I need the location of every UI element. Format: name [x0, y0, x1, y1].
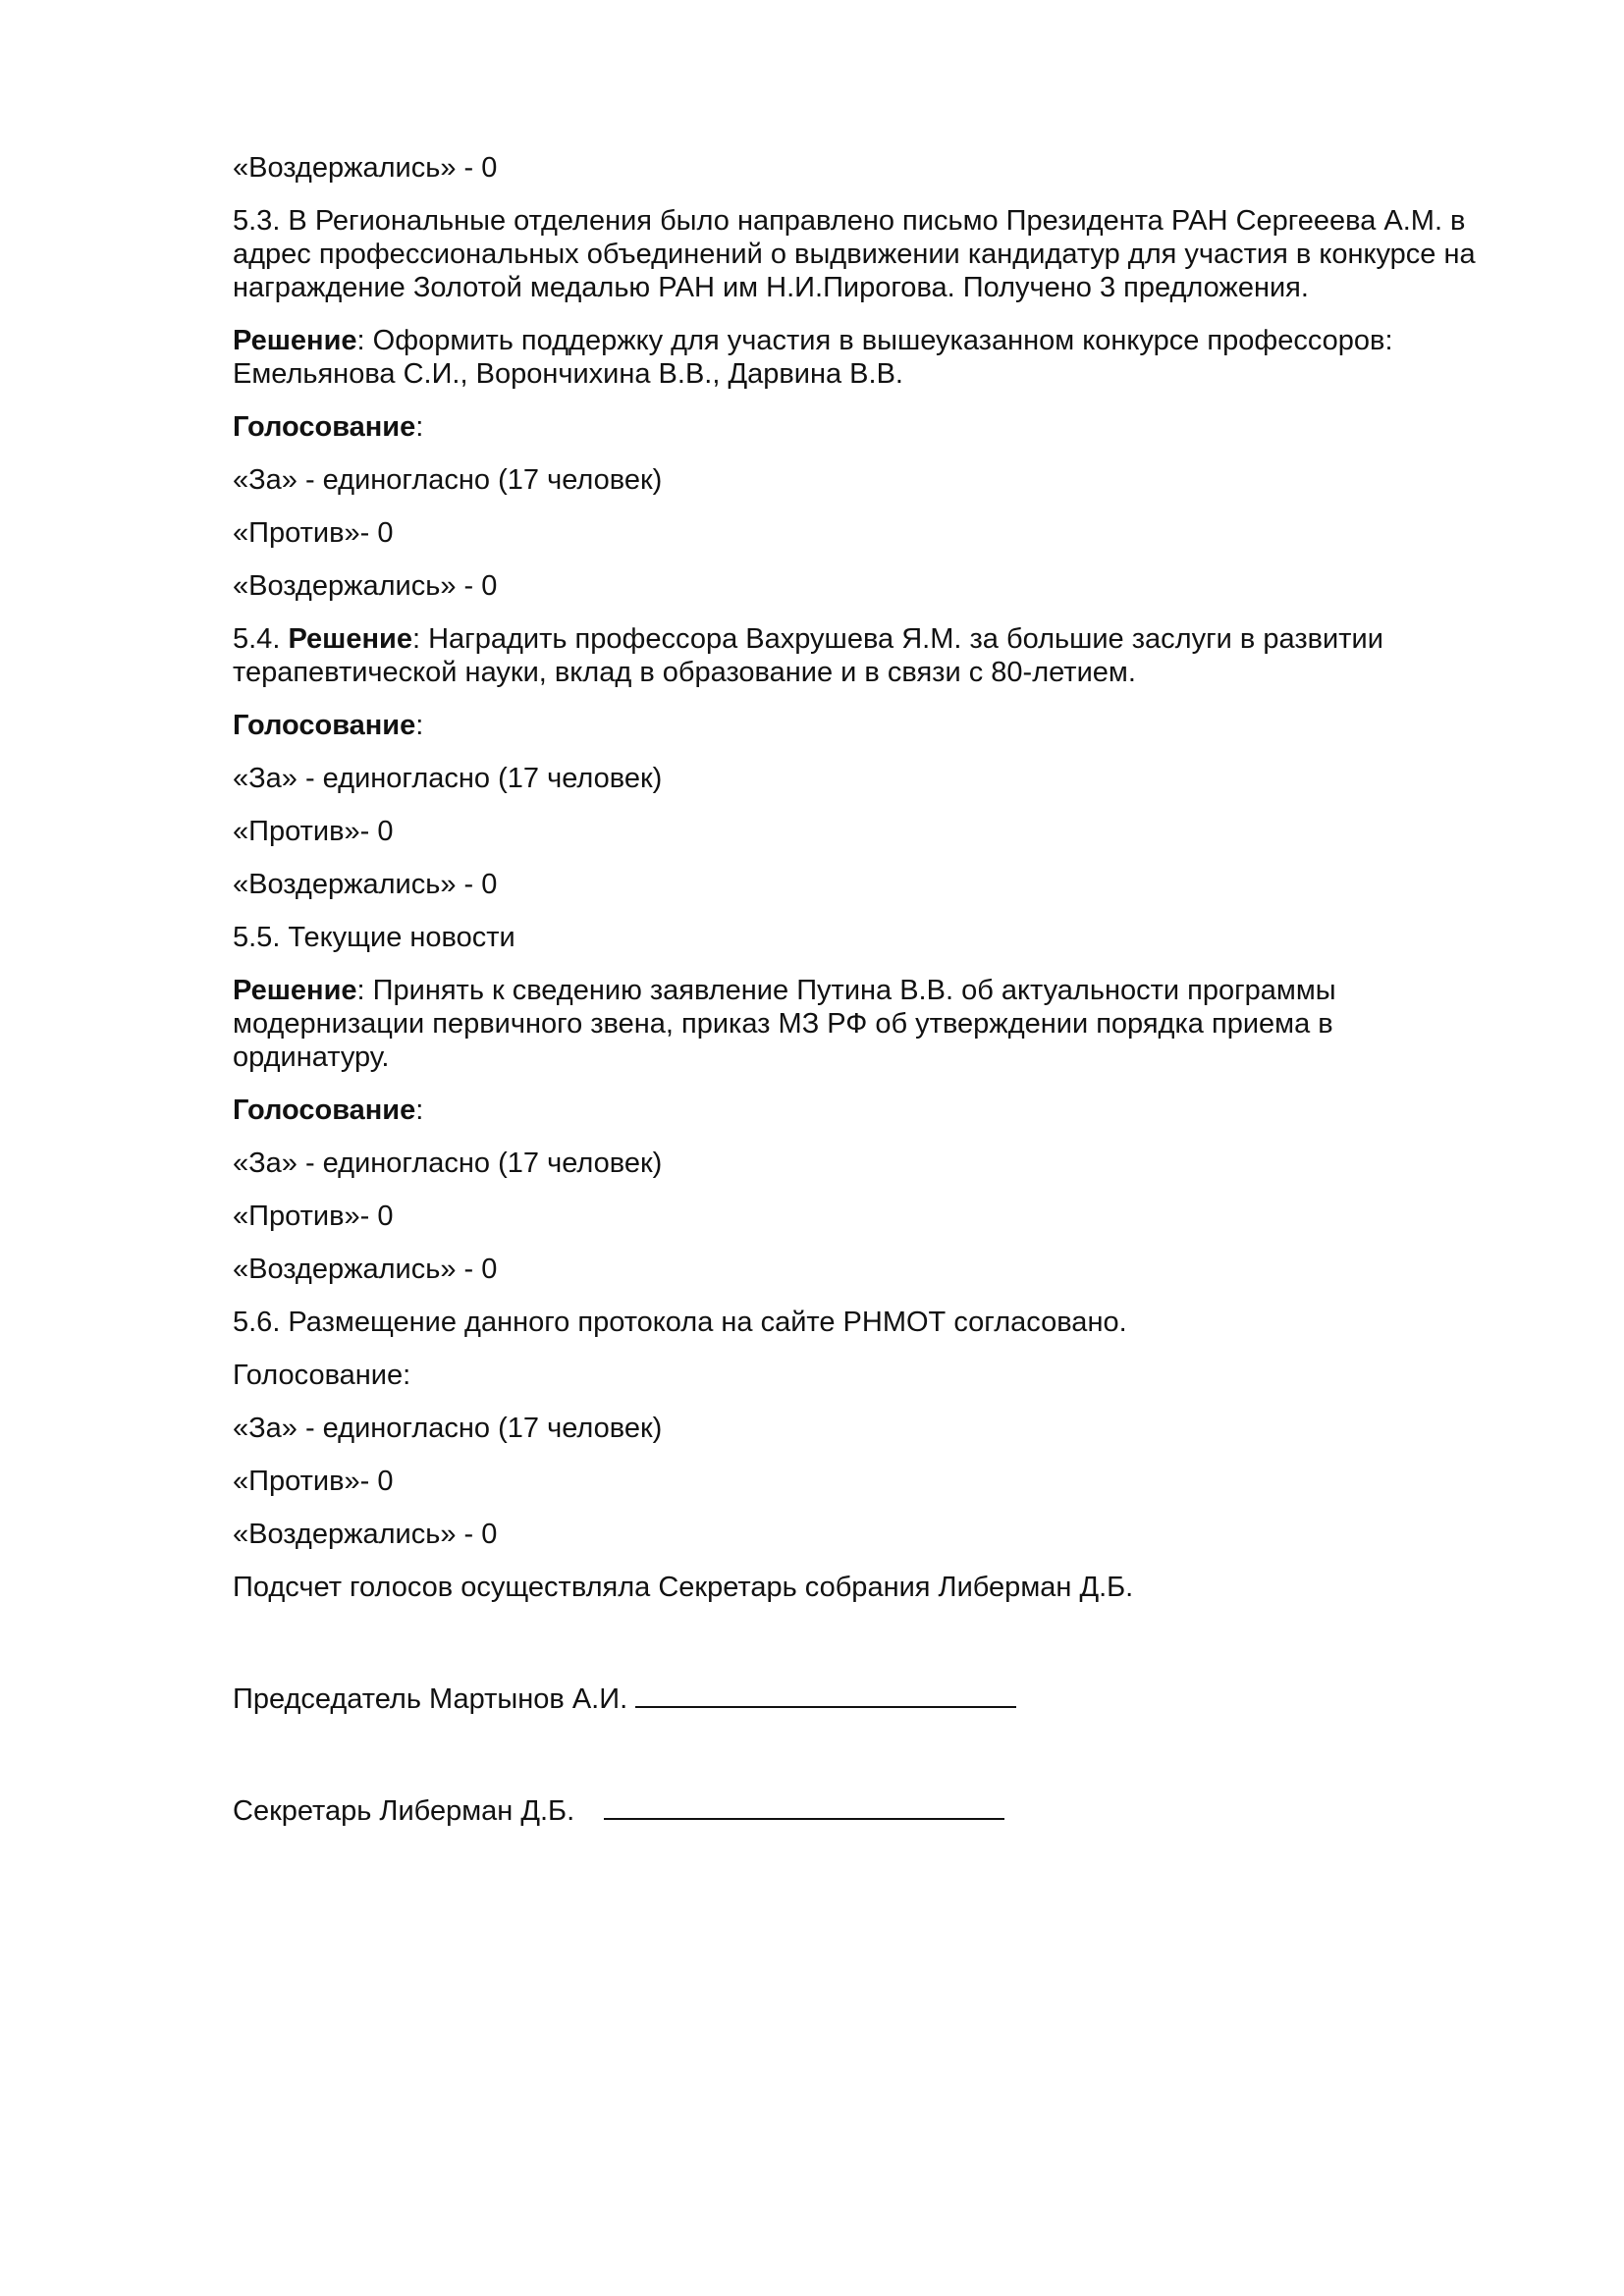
- decision-5-3: [233, 324, 1509, 391]
- vote-for: «За» - единогласно (17 человек): [233, 1413, 663, 1444]
- decision-5-5: [233, 974, 1391, 1074]
- decision-text: : Принять к сведению заявление Путина В.В. об актуальности программы модернизации первичного звена, приказ МЗ РФ об утверждении порядка приема в ординатуру.: [233, 975, 1336, 1073]
- voting-colon: :: [415, 1095, 424, 1126]
- item-5-3-paragraph: 5.3. В Региональные отделения было направлено письмо Президента РАН Сергееева А.М. в адрес профессиональных объединений о выдвижении кандидатур для участия в конкурсе на награждение Золотой медалью РАН им Н.И.Пирогова. Получено 3 предложения.: [233, 205, 1476, 303]
- vote-abstained: «Воздержались» - 0: [233, 869, 498, 900]
- abstained-line: «Воздержались» - 0: [233, 152, 498, 184]
- voting-label: Голосование: [233, 411, 416, 443]
- chairman-signature: [233, 1679, 1509, 1716]
- chairman-signature-line: [635, 1679, 1016, 1708]
- vote-abstained: «Воздержались» - 0: [233, 1254, 498, 1285]
- vote-for: «За» - единогласно (17 человек): [233, 1148, 663, 1179]
- voting-colon: :: [415, 411, 424, 443]
- secretary-name: Секретарь Либерман Д.Б.: [233, 1795, 575, 1827]
- vote-abstained: «Воздержались» - 0: [233, 1519, 498, 1550]
- voting-label: Голосование: [233, 710, 416, 741]
- decision-label: Решение: [233, 975, 357, 1006]
- vote-against: «Против»- 0: [233, 1201, 394, 1232]
- decision-label: Решение: [233, 325, 357, 356]
- decision-label: Решение: [288, 623, 412, 655]
- vote-against: «Против»- 0: [233, 1466, 394, 1497]
- voting-heading-plain: Голосование:: [233, 1360, 411, 1391]
- vote-count-note: Подсчет голосов осуществляла Секретарь собрания Либерман Д.Б.: [233, 1572, 1134, 1603]
- voting-label: Голосование: [233, 1095, 416, 1126]
- decision-text: : Наградить профессора Вахрушева Я.М. за большие заслуги в развитии терапевтической науки, вклад в образование и в связи с 80-летием.: [233, 623, 1383, 688]
- vote-abstained: «Воздержались» - 0: [233, 570, 498, 602]
- voting-heading: [233, 709, 1509, 742]
- voting-heading: [233, 410, 1509, 444]
- vote-for: «За» - единогласно (17 человек): [233, 763, 663, 794]
- secretary-signature: [233, 1790, 1509, 1828]
- vote-for: «За» - единогласно (17 человек): [233, 464, 663, 496]
- secretary-signature-line: [604, 1790, 1004, 1820]
- vote-against: «Против»- 0: [233, 517, 394, 549]
- item-5-6-paragraph: 5.6. Размещение данного протокола на сайте РНМОТ согласовано.: [233, 1307, 1127, 1338]
- chairman-name: Председатель Мартынов А.И.: [233, 1683, 628, 1715]
- voting-heading: [233, 1094, 1509, 1127]
- voting-colon: :: [415, 710, 424, 741]
- item-5-4-paragraph: [233, 622, 1509, 689]
- vote-against: «Против»- 0: [233, 816, 394, 847]
- decision-text: : Оформить поддержку для участия в вышеуказанном конкурсе профессоров: Емельянова С.И., Ворончихина В.В., Дарвина В.В.: [233, 325, 1393, 390]
- document-body: [233, 151, 1509, 1828]
- item-number: 5.4.: [233, 623, 289, 655]
- item-5-5-heading: 5.5. Текущие новости: [233, 922, 515, 953]
